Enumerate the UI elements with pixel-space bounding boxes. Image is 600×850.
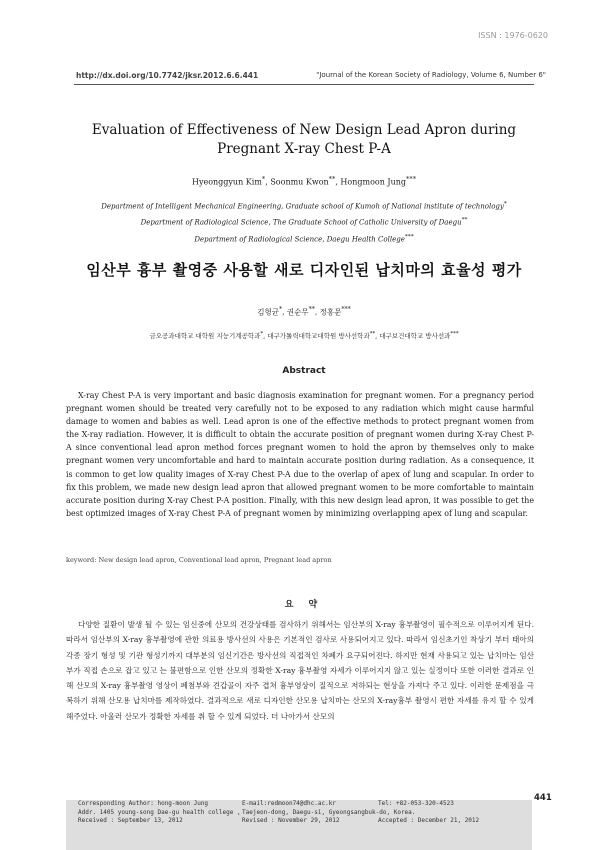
author-name: Hongmoon Jung bbox=[340, 177, 407, 187]
title-line-1: Evaluation of Effectiveness of New Design Lead Apron during bbox=[91, 122, 517, 138]
corresponding-author: Corresponding Author: hong-moon Jung bbox=[78, 800, 209, 807]
received-date: Received : September 13, 2012 bbox=[78, 817, 183, 824]
telephone: Tel: +82-053-320-4523 bbox=[378, 800, 454, 807]
revised-date: Revised : November 29, 2012 bbox=[242, 817, 340, 824]
korean-author-name: 권순무 bbox=[286, 307, 309, 317]
issn: ISSN : 1976-0620 bbox=[478, 31, 548, 40]
korean-title: 임산부 흉부 촬영중 사용할 새로 디자인된 납치마의 효율성 평가 bbox=[86, 261, 522, 279]
accepted-date: Accepted : December 21, 2012 bbox=[378, 817, 480, 824]
header-rule bbox=[74, 84, 534, 85]
korean-affiliation-list: 금오공과대학교 대학원 지능기계공학과*, 대구가톨릭대학교대학원 방사선학과**, 대구보건대학교 방사선과*** bbox=[149, 331, 459, 341]
keywords: keyword: New design lead apron, Conventional lead apron, Pregnant lead apron bbox=[66, 556, 332, 564]
author-marker: *** bbox=[406, 175, 417, 183]
korean-author-name: 김형균 bbox=[257, 307, 279, 317]
abstract-heading: Abstract bbox=[282, 366, 326, 376]
affiliation-list bbox=[74, 197, 534, 246]
author-list: Hyeonggyun Kim*, Soonmu Kwon**, Hongmoon Jung*** bbox=[191, 175, 417, 187]
korean-summary-body: 다양한 질환이 발생 될 수 있는 임신중에 산모의 건강상태를 검사하기 위해서는 임산부의 X-ray 흉부촬영이 필수적으로 이루어지게 된다. 따라서 임산부의 X-ray 흉부촬영에 관한 의료용 방사선의 사용은 기본적인 검사로 사용되어지고 있다. 따라서 임신초기인 착상기 부터 태아의 각종 장기 형성 및 기관 형성기까지 대부분의 임신기간은 방사선의 직접적인 차폐가 요구되어진다. 하지만 현재 사용되고 있는 납치마는 임산부가 직접 손으로 잡고 있고 는 불편함으로 인한 산모의 정확한 X-ray 흉부촬영 자세가 이루어지지 않고 있는 실정이다 또한 이러한 결과로 인해 산모의 X-ray 흉부촬영 영상이 폐첨부와 견갑골이 자주 겹쳐 흉부영상이 질적으로 저하되는 현상을 가져다 주고 있다. 이러한 문제점을 극복하기 위해 산모용 납치마를 제작하였다. 결과적으로 새로 디자인한 산모용 납치마는 산모의 X-ray흉부 촬영시 편한 자세를 유지 할 수 있게 해주었다. 아울러 산모가 정확한 자세를 취 할 수 있게 되었다. 더 나아가서 산모의 bbox=[66, 620, 534, 721]
author-name: Soonmu Kwon bbox=[270, 177, 329, 187]
author-marker: * bbox=[261, 175, 266, 183]
author-name: Hyeonggyun Kim bbox=[191, 177, 262, 187]
email[interactable]: E-mail:redmoon74@dhc.ac.kr bbox=[242, 800, 336, 807]
page-number: 441 bbox=[534, 793, 552, 803]
address-line-2: Taejeon-dong, Daegu-si, Gyeongsangbuk-do, Korea. bbox=[242, 808, 416, 816]
doi-link[interactable]: http://dx.doi.org/10.7742/jksr.2012.6.6.441 bbox=[76, 71, 259, 80]
paper-title bbox=[74, 121, 534, 159]
affiliation-line: Department of Radiological Science, The Graduate School of Catholic University of Daegu** bbox=[140, 217, 468, 227]
author-marker: ** bbox=[328, 175, 336, 183]
affiliation-line: Department of Radiological Science, Daegu Health College*** bbox=[194, 233, 414, 243]
korean-author-list: 김형균*, 권순무**, 정홍문*** bbox=[257, 306, 351, 317]
korean-summary-heading: 요 약 bbox=[284, 600, 324, 610]
address-line-1: Addr. 1405 young-song Dae-gu health college , bbox=[78, 808, 241, 816]
journal-citation: "Journal of the Korean Society of Radiology, Volume 6, Number 6" bbox=[316, 71, 546, 79]
correspondence-footer bbox=[66, 800, 532, 850]
affiliation-line: Department of Intelligent Mechanical Engineering, Graduate school of Kumoh of National institute of technology* bbox=[101, 201, 507, 211]
abstract-body: X-ray Chest P-A is very important and basic diagnosis examination for pregnant women. For a pregnancy period pregnant women should be treated very carefully not to be exposed to any radiation which might cause harmful damage to women and babies as well. Lead apron is one of the effective methods to protect pregnant women from the X-ray radiation. However, it is difficult to obtain the accurate position of pregnant women during X-ray Chest P-A since conventional lead apron method forces pregnant women to hold the apron by themselves only to make pregnant women very uncomfortable and hard to maintain accurate position during radiation. As a consequence, it is common to get low quality images of X-ray Chest P-A due to the overlap of apex of lung and scapular. In order to fix this problem, we made new design lead apron that allowed pregnant women to be more comfortable to maintain accurate position during X-ray Chest P-A position. Finally, with this new design lead apron, it was possible to get the best optimized images of X-ray Chest P-A of pregnant women by minimizing overlapping apex of lung and scapular. bbox=[66, 391, 534, 518]
korean-author-name: 정홍문 bbox=[319, 307, 342, 317]
title-line-2: Pregnant X-ray Chest P-A bbox=[217, 141, 391, 157]
